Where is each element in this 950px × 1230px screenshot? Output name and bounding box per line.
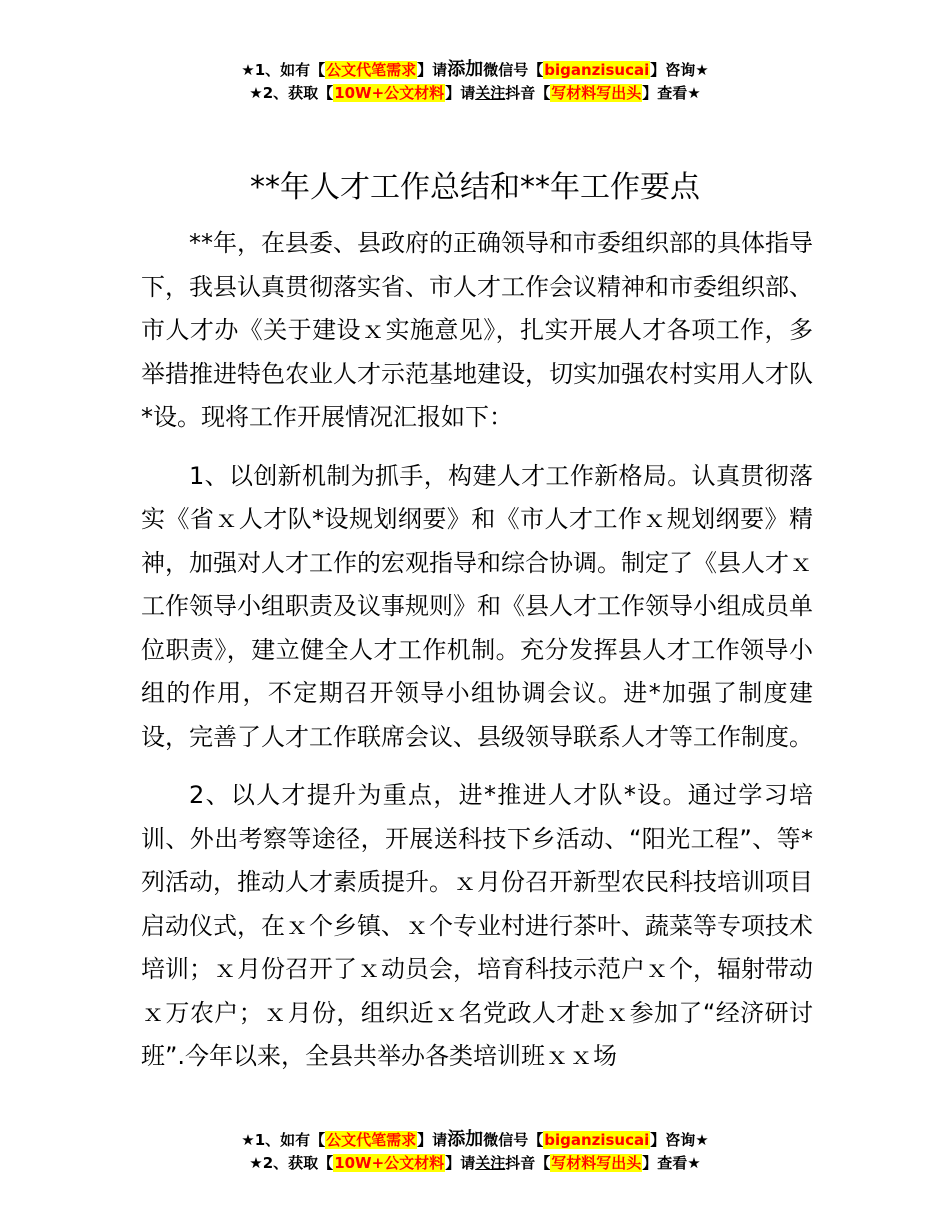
banner-emphasis: 关注 xyxy=(475,84,506,102)
paragraph-section-2: 2、以人才提升为重点，进*推进人才队*设。通过学习培训、外出考察等途径，开展送科技下乡活动、“阳光工程”、等*列活动，推动人才素质提升。ｘ月份召开新型农民科技培训项目启动仪式，在ｘ个乡镇、ｘ个专业村进行茶叶、蔬菜等专项技术培训；ｘ月份召开了ｘ动员会，培育科技示范户ｘ个，辐射带动ｘ万农户；ｘ月份，组织近ｘ名党政人才赴ｘ参加了“经济研讨班”.今年以来，全县共举办各类培训班ｘｘ场 xyxy=(141,781,813,1070)
banner-highlight: 公文代笔需求 xyxy=(326,1131,417,1149)
banner-text: ★1、如有【 xyxy=(241,1131,326,1149)
banner-highlight: 10W+公文材料 xyxy=(334,1154,445,1172)
banner-text: 微信号【 xyxy=(483,1131,544,1149)
banner-text: 】请 xyxy=(445,84,476,102)
top-banner xyxy=(0,58,950,105)
banner-emphasis: 关注 xyxy=(475,1154,506,1172)
bottom-banner xyxy=(0,1128,950,1175)
banner-text: 】查看★ xyxy=(642,1154,701,1172)
banner-text: ★2、获取【 xyxy=(249,1154,334,1172)
banner-line-2 xyxy=(0,1152,950,1175)
banner-text: ★1、如有【 xyxy=(241,61,326,79)
banner-text: 】咨询★ xyxy=(650,61,709,79)
banner-text: 】咨询★ xyxy=(650,1131,709,1149)
banner-text: 】请 xyxy=(417,61,448,79)
banner-emphasis: 添加 xyxy=(447,59,484,80)
banner-emphasis: 添加 xyxy=(447,1129,484,1150)
banner-wechat-id: biganzisucai xyxy=(544,1131,650,1149)
banner-text: 抖音【 xyxy=(505,1154,551,1172)
banner-highlight: 10W+公文材料 xyxy=(334,84,445,102)
banner-text: 】查看★ xyxy=(642,84,701,102)
document-title: **年人才工作总结和**年工作要点 xyxy=(250,170,700,205)
paragraph-section-1: 1、以创新机制为抓手，构建人才工作新格局。认真贯彻落实《省ｘ人才队*设规划纲要》和《市人才工作ｘ规划纲要》精神，加强对人才工作的宏观指导和综合协调。制定了《县人才ｘ工作领导小组职责及议事规则》和《县人才工作领导小组成员单位职责》，建立健全人才工作机制。充分发挥县人才工作领导小组的作用，不定期召开领导小组协调会议。进*加强了制度建设，完善了人才工作联席会议、县级领导联系人才等工作制度。 xyxy=(141,461,813,751)
document-body xyxy=(141,222,813,1094)
banner-text: 微信号【 xyxy=(483,61,544,79)
paragraph-intro: **年，在县委、县政府的正确领导和市委组织部的具体指导下，我县认真贯彻落实省、市人才工作会议精神和市委组织部、市人才办《关于建设ｘ实施意见》，扎实开展人才各项工作，多举措推进特色农业人才示范基地建设，切实加强农村实用人才队*设。现将工作开展情况汇报如下： xyxy=(141,229,813,431)
banner-wechat-id: biganzisucai xyxy=(544,61,650,79)
banner-highlight: 公文代笔需求 xyxy=(326,61,417,79)
banner-douyin-id: 写材料写出头 xyxy=(551,84,642,102)
banner-text: ★2、获取【 xyxy=(249,84,334,102)
banner-line-2 xyxy=(0,82,950,105)
banner-line-1 xyxy=(0,58,950,82)
banner-douyin-id: 写材料写出头 xyxy=(551,1154,642,1172)
banner-text: 抖音【 xyxy=(505,84,551,102)
banner-text: 】请 xyxy=(417,1131,448,1149)
banner-line-1 xyxy=(0,1128,950,1152)
banner-text: 】请 xyxy=(445,1154,476,1172)
